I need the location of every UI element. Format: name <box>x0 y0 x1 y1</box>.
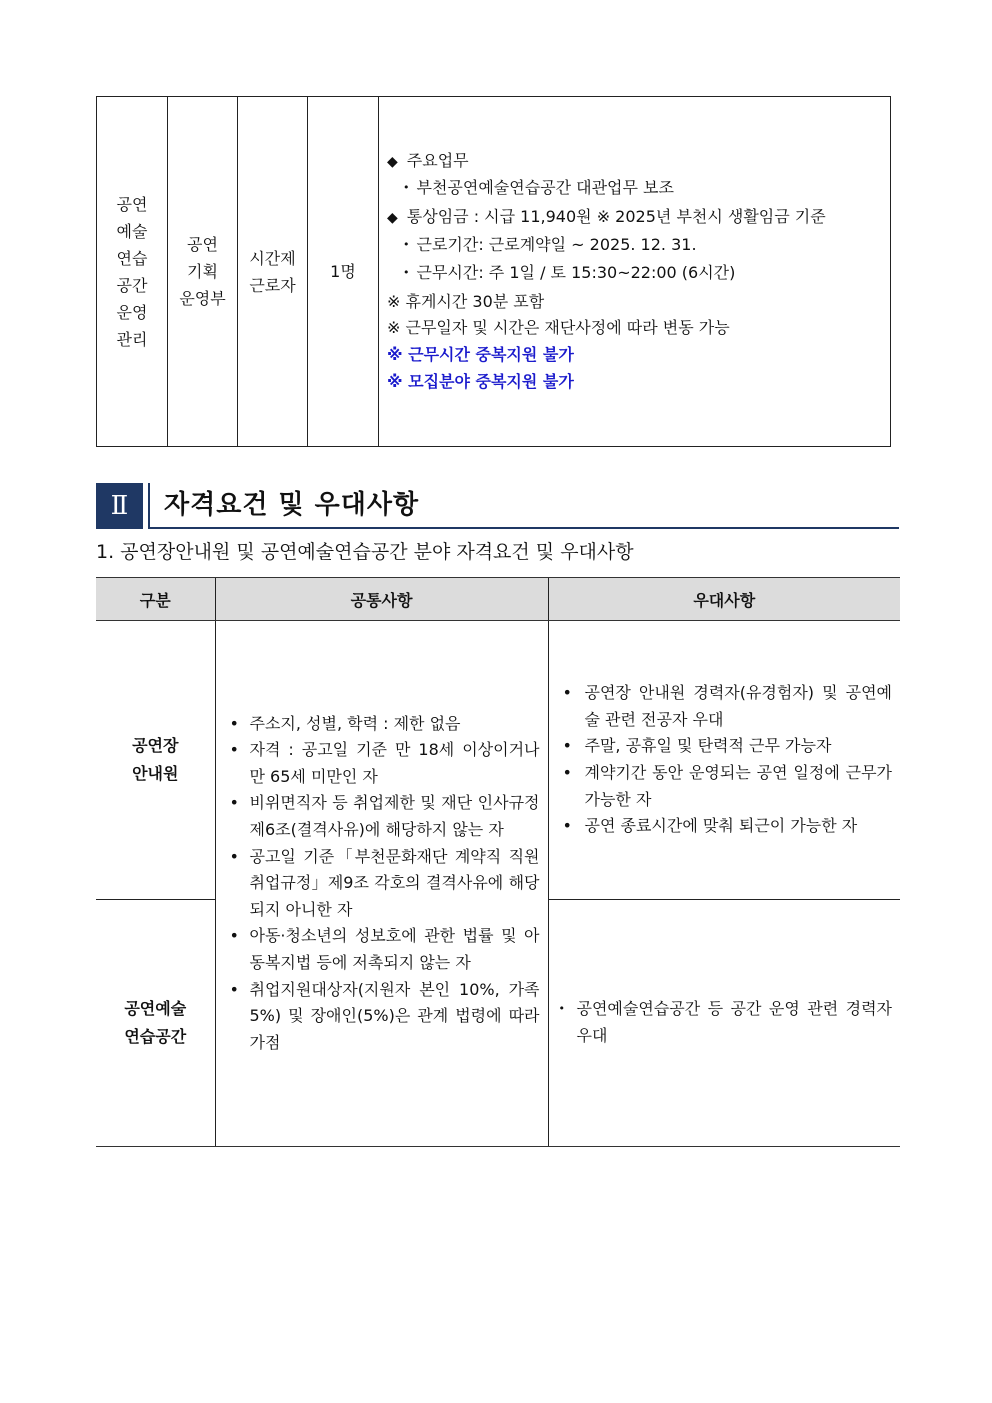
field-cell: 공연 예술 연습 공간 운영 관리 <box>97 97 168 447</box>
diamond-icon: ◆ <box>387 210 398 227</box>
note-change: ※ 근무일자 및 시간은 재단사정에 따라 변동 가능 <box>387 318 730 338</box>
bullet-icon: • <box>403 237 410 251</box>
subsection-title: 1. 공연장안내원 및 공연예술연습공간 분야 자격요건 및 우대사항 <box>96 541 634 563</box>
note-field-duplicate: ※ 모집분야 중복지원 불가 <box>387 371 574 391</box>
header-preference: 우대사항 <box>548 578 900 621</box>
diamond-icon: ◆ <box>387 153 398 170</box>
list-item: • 아동·청소년의 성보호에 관한 법률 및 아동복지법 등에 저촉되지 않는 자 <box>222 923 540 976</box>
list-item: • 취업지원대상자(지원자 본인 10%, 가족 5%) 및 장애인(5%)은 관계 법령에 따라 가점 <box>222 977 540 1057</box>
qualification-table <box>96 577 900 1147</box>
list-item: • 계약기간 동안 운영되는 공연 일정에 근무가 가능한 자 <box>555 760 893 813</box>
position-table <box>96 96 891 447</box>
list-item: • 공연장 안내원 경력자(유경험자) 및 공연예술 관련 전공자 우대 <box>555 680 893 733</box>
department-cell: 공연 기획 운영부 <box>168 97 238 447</box>
position-row <box>97 97 891 447</box>
section-title: 자격요건 및 우대사항 <box>164 490 420 520</box>
header-common: 공통사항 <box>215 578 548 621</box>
note-hours-duplicate: ※ 근무시간 중복지원 불가 <box>387 344 574 364</box>
preference-list <box>555 680 893 840</box>
header-category: 구분 <box>96 578 215 621</box>
headcount-cell: 1명 <box>308 97 379 447</box>
category-practice-space: 공연예술 연습공간 <box>96 900 215 1147</box>
common-requirements <box>215 621 548 1147</box>
list-item: • 공연 종료시간에 맞춰 퇴근이 가능한 자 <box>555 813 893 840</box>
duty-heading: ◆ 주요업무 <box>387 150 469 170</box>
list-item: • 공연예술연습공간 등 공간 운영 관련 경력자 우대 <box>555 996 893 1049</box>
preference-practice-space <box>548 900 900 1147</box>
bullet-icon: • <box>403 181 410 195</box>
section-heading <box>96 483 899 529</box>
list-item: • 자격 : 공고일 기준 만 18세 이상이거나 만 65세 미만인 자 <box>222 737 540 790</box>
common-list <box>222 711 540 1057</box>
duty-item: • 부천공연예술연습공간 대관업무 보조 <box>403 178 674 198</box>
list-item: • 주소지, 성별, 학력 : 제한 없음 <box>222 711 540 738</box>
employment-type-cell: 시간제 근로자 <box>238 97 308 447</box>
preference-hall-guide <box>548 621 900 900</box>
details-cell <box>379 97 891 447</box>
section-divider <box>148 483 150 529</box>
list-item: • 공고일 기준「부천문화재단 계약직 직원 취업규정」제9조 각호의 결격사유에 해당되지 아니한 자 <box>222 844 540 924</box>
header-row <box>96 578 900 621</box>
note-break: ※ 휴게시간 30분 포함 <box>387 291 545 311</box>
preference-list <box>555 996 893 1049</box>
section-underline <box>148 527 899 529</box>
list-item: • 비위면직자 등 취업제한 및 재단 인사규정 제6조(결격사유)에 해당하지 않는 자 <box>222 790 540 843</box>
table-row <box>96 621 900 900</box>
wage-line: ◆ 통상임금 : 시급 11,940원 ※ 2025년 부천시 생활임금 기준 <box>387 207 826 227</box>
list-item: • 주말, 공휴일 및 탄력적 근무 가능자 <box>555 733 893 760</box>
section-number: Ⅱ <box>96 483 143 529</box>
hours-line: • 근무시간: 주 1일 / 토 15:30~22:00 (6시간) <box>403 263 736 283</box>
bullet-icon: • <box>403 266 410 280</box>
period-line: • 근로기간: 근로계약일 ~ 2025. 12. 31. <box>403 234 697 254</box>
category-hall-guide: 공연장 안내원 <box>96 621 215 900</box>
